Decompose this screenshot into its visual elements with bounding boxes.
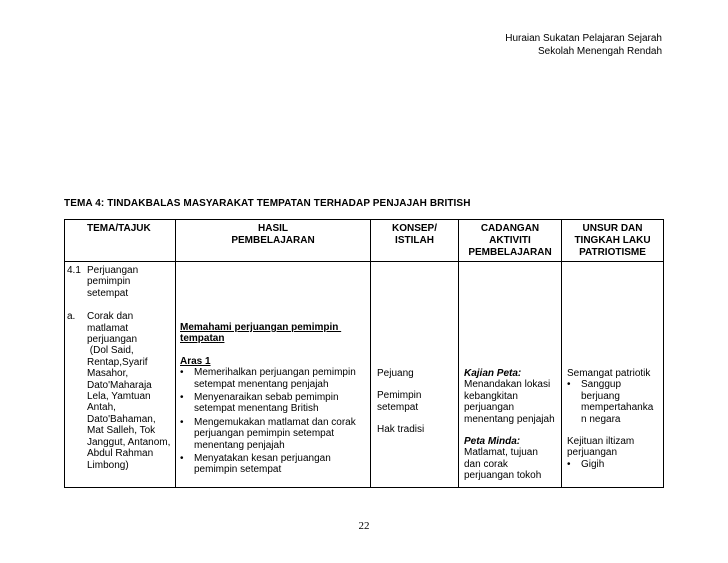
list-item-line: mempertahanka [581,402,654,414]
tema-line: pemimpin [87,276,131,288]
col-header-hasil [176,220,371,262]
aktiviti-line: kebangkitan [464,390,518,402]
col-header-hasil-line2: PEMBELAJARAN [231,235,315,246]
aktiviti-line: perjuangan [464,402,515,414]
col-header-patriotisme [562,220,664,262]
list-item [180,417,368,451]
col-header-aktiviti-line3: PEMBELAJARAN [468,247,552,258]
tema-text [87,265,173,299]
tema-line: matlamat [87,322,129,334]
bullet-icon: • [567,379,571,391]
tema-number: 4.1 [67,265,81,276]
list-item-text [194,367,368,390]
peta-minda-heading: Peta Minda: [464,436,521,448]
patriotisme-heading-cont: perjuangan [567,447,618,459]
list-item-line: n negara [581,413,621,425]
aras-label: Aras 1 [180,355,211,367]
tema-line: Limbong) [87,459,129,471]
tema-line: Janggut, Antanom, [87,436,171,448]
tema-line: Corak dan [87,311,134,323]
list-item-line: Menyatakan kesan perjuangan [194,453,331,465]
list-item-line: setempat menentang penjajah [194,378,329,390]
aktiviti-cell [459,262,562,488]
tema-line: Abdul Rahman [87,448,154,460]
page-number: 22 [358,520,370,532]
col-header-aktiviti-line1: CADANGAN [480,223,540,234]
konsep-item: Pemimpin [377,390,422,402]
document-header [362,32,662,58]
konsep-item-cont: setempat [377,401,419,413]
patriotisme-list-1 [567,379,661,425]
list-item [567,459,661,470]
aktiviti-line: Matlamat, tujuan [464,447,538,459]
hasil-cell [176,262,371,488]
list-item [180,453,368,476]
list-item-line: setempat menentang British [194,403,319,415]
col-header-patriotisme-line2: TINGKAH LAKU [574,235,651,246]
list-item [180,367,368,390]
theme-title: TEMA 4: TINDAKBALAS MASYARAKAT TEMPATAN TERHADAP PENJAJAH BRITISH [64,198,471,209]
konsep-cell [371,262,459,488]
col-header-patriotisme-line3: PATRIOTISME [579,247,646,258]
patriotisme-cell [562,262,664,488]
aktiviti-line: dan corak [464,458,508,470]
list-item-text: Gigih [581,458,605,470]
list-item [567,379,661,425]
tema-item-4-1 [67,265,173,299]
bullet-icon: • [180,453,184,465]
hasil-heading-line2: tempatan [180,333,225,345]
kajian-peta-heading: Kajian Peta: [464,368,522,379]
col-header-tema [65,220,176,262]
col-header-aktiviti [459,220,562,262]
konsep-item: Pejuang [377,368,414,379]
list-item-line: Menyenaraikan sebab pemimpin [194,392,339,404]
hasil-list [180,367,368,476]
aktiviti-line: Menandakan lokasi [464,379,551,391]
patriotisme-list-2 [567,459,661,470]
konsep-item: Hak tradisi [377,424,425,436]
tema-line: setempat [87,287,129,299]
list-item-line: Mengemukakan matlamat dan corak [194,416,356,428]
aktiviti-line: menentang penjajah [464,413,555,425]
tema-line: Lela, Yamtuan [87,391,151,403]
tema-cell [65,262,176,488]
tema-line: Antah, [87,402,116,414]
bullet-icon: • [567,458,571,470]
patriotisme-heading: Kejituan iltizam [567,436,635,448]
col-header-tema-label: TEMA/TAJUK [87,223,151,234]
col-header-konsep [371,220,459,262]
header-line-2: Sekolah Menengah Rendah [538,46,662,57]
table-row [65,262,664,488]
hasil-heading-line1: Memahami perjuangan pemimpin [180,322,342,333]
tema-line: Masahor, [87,368,129,380]
list-item-line: pemimpin setempat [194,464,282,476]
bullet-icon: • [180,367,184,379]
header-line-1: Huraian Sukatan Pelajaran Sejarah [505,33,662,44]
tema-item-a [67,311,173,471]
tema-line: (Dol Said, [87,345,134,357]
tema-line: Mat Salleh, Tok [87,425,156,437]
list-item-text [194,392,368,415]
tema-text [87,311,173,471]
list-item-line: perjuangan pemimpin setempat [194,428,335,440]
tema-line: perjuangan [87,334,138,346]
col-header-patriotisme-line1: UNSUR DAN [582,223,643,234]
tema-line: Perjuangan [87,265,139,276]
list-item-line: berjuang [581,390,620,402]
col-header-konsep-line2: ISTILAH [395,235,434,246]
table-header-row [65,220,664,262]
list-item-line: menentang penjajah [194,439,285,451]
col-header-konsep-line1: KONSEP/ [391,223,437,234]
list-item-text [194,453,368,476]
patriotisme-heading: Semangat patriotik [567,368,651,379]
bullet-icon: • [180,416,184,428]
list-item-text [581,379,661,425]
bullet-icon: • [180,392,184,404]
list-item-line: Memerihalkan perjuangan pemimpin [194,367,356,379]
tema-line: Dato'Maharaja [87,379,152,391]
col-header-hasil-line1: HASIL [258,223,288,234]
list-item-line: Sanggup [581,379,622,391]
tema-line: Dato'Bahaman, [87,413,156,425]
syllabus-table [64,219,664,488]
list-item [180,392,368,415]
tema-line: Rentap,Syarif [87,356,148,368]
aktiviti-line: perjuangan tokoh [464,470,542,482]
tema-letter: a. [67,311,76,323]
list-item-text [194,417,368,451]
col-header-aktiviti-line2: AKTIVITI [489,235,531,246]
